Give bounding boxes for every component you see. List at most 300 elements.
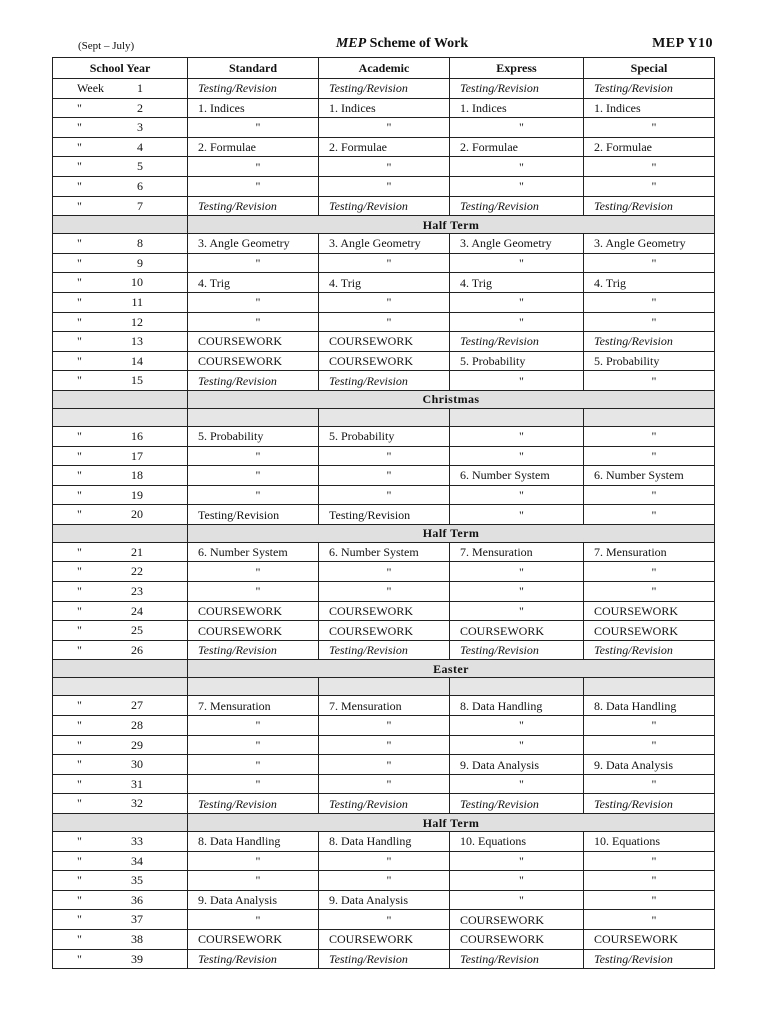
week-cell xyxy=(53,466,188,486)
date-range: (Sept – July) xyxy=(78,40,135,52)
week-cell xyxy=(53,332,188,352)
cell-special: " xyxy=(584,312,715,332)
week-number: 3 xyxy=(137,120,143,135)
cell-standard: " xyxy=(188,735,319,755)
cell-academic: " xyxy=(319,562,450,582)
cell-express: " xyxy=(450,312,584,332)
week-number: 36 xyxy=(131,892,143,907)
cell-academic: 3. Angle Geometry xyxy=(319,234,450,254)
break-label: Half Term xyxy=(188,524,715,542)
cell-express: " xyxy=(450,446,584,466)
week-cell xyxy=(53,79,188,99)
week-cell xyxy=(53,562,188,582)
cell-special: 3. Angle Geometry xyxy=(584,234,715,254)
cell-express: " xyxy=(450,426,584,446)
week-label: " xyxy=(77,737,82,752)
week-label: " xyxy=(77,120,82,135)
week-cell xyxy=(53,542,188,562)
break-row xyxy=(53,524,715,542)
week-label: " xyxy=(77,564,82,579)
cell-academic: " xyxy=(319,851,450,871)
week-label: " xyxy=(77,623,82,638)
week-cell xyxy=(53,273,188,293)
table-row xyxy=(53,485,715,505)
cell-academic: " xyxy=(319,871,450,891)
cell-academic: " xyxy=(319,253,450,273)
week-cell xyxy=(53,157,188,177)
break-row xyxy=(53,814,715,832)
week-number: 18 xyxy=(131,468,143,483)
week-number: 20 xyxy=(131,507,143,522)
week-label: " xyxy=(77,448,82,463)
week-label: " xyxy=(77,334,82,349)
week-label: " xyxy=(77,198,82,213)
week-cell xyxy=(53,696,188,716)
week-cell xyxy=(53,601,188,621)
cell-academic: 4. Trig xyxy=(319,273,450,293)
cell-academic: COURSEWORK xyxy=(319,601,450,621)
break-spacer xyxy=(53,814,188,832)
cell-academic: " xyxy=(319,755,450,775)
table-row xyxy=(53,871,715,891)
break-row xyxy=(53,660,715,678)
cell-standard: " xyxy=(188,871,319,891)
blank-cell xyxy=(584,678,715,696)
cell-academic: " xyxy=(319,292,450,312)
table-row xyxy=(53,640,715,660)
cell-academic: 5. Probability xyxy=(319,426,450,446)
week-number: 12 xyxy=(131,314,143,329)
table-row xyxy=(53,696,715,716)
cell-standard: " xyxy=(188,312,319,332)
week-label: " xyxy=(77,698,82,713)
table-row xyxy=(53,949,715,969)
cell-standard: " xyxy=(188,176,319,196)
week-label: " xyxy=(77,544,82,559)
break-spacer xyxy=(53,216,188,234)
cell-express: Testing/Revision xyxy=(450,794,584,814)
table-row xyxy=(53,137,715,157)
cell-express: " xyxy=(450,118,584,138)
break-label: Half Term xyxy=(188,216,715,234)
cell-special: " xyxy=(584,890,715,910)
week-label: " xyxy=(77,178,82,193)
week-number: 13 xyxy=(131,334,143,349)
cell-express: 2. Formulae xyxy=(450,137,584,157)
cell-academic: " xyxy=(319,446,450,466)
cell-standard: Testing/Revision xyxy=(188,371,319,391)
week-number: 24 xyxy=(131,603,143,618)
table-row xyxy=(53,312,715,332)
week-label: " xyxy=(77,373,82,388)
cell-express: COURSEWORK xyxy=(450,621,584,641)
cell-express: " xyxy=(450,871,584,891)
week-label: " xyxy=(77,584,82,599)
week-number: 28 xyxy=(131,718,143,733)
cell-academic: COURSEWORK xyxy=(319,351,450,371)
cell-special: " xyxy=(584,774,715,794)
cell-special: " xyxy=(584,871,715,891)
week-cell xyxy=(53,735,188,755)
cell-standard: 8. Data Handling xyxy=(188,832,319,852)
week-cell xyxy=(53,716,188,736)
cell-standard: " xyxy=(188,466,319,486)
table-row xyxy=(53,851,715,871)
cell-academic: Testing/Revision xyxy=(319,794,450,814)
week-cell xyxy=(53,118,188,138)
cell-special: 2. Formulae xyxy=(584,137,715,157)
cell-express: Testing/Revision xyxy=(450,332,584,352)
week-label: " xyxy=(77,834,82,848)
week-cell xyxy=(53,774,188,794)
cell-academic: Testing/Revision xyxy=(319,196,450,216)
cell-standard: 4. Trig xyxy=(188,273,319,293)
week-label: " xyxy=(77,796,82,811)
table-row xyxy=(53,621,715,641)
table-row xyxy=(53,601,715,621)
cell-special: Testing/Revision xyxy=(584,640,715,660)
week-cell xyxy=(53,292,188,312)
week-cell xyxy=(53,137,188,157)
week-cell xyxy=(53,446,188,466)
cell-express: " xyxy=(450,505,584,525)
week-cell xyxy=(53,253,188,273)
cell-special: 9. Data Analysis xyxy=(584,755,715,775)
week-number: 6 xyxy=(137,178,143,193)
cell-standard: " xyxy=(188,910,319,930)
cell-express: 7. Mensuration xyxy=(450,542,584,562)
cell-standard: 7. Mensuration xyxy=(188,696,319,716)
week-cell xyxy=(53,640,188,660)
cell-standard: Testing/Revision xyxy=(188,794,319,814)
cell-standard: " xyxy=(188,755,319,775)
cell-standard: COURSEWORK xyxy=(188,621,319,641)
blank-cell xyxy=(450,408,584,426)
cell-special: " xyxy=(584,582,715,602)
cell-special: COURSEWORK xyxy=(584,601,715,621)
table-body xyxy=(53,79,715,969)
week-cell xyxy=(53,196,188,216)
cell-special: " xyxy=(584,253,715,273)
week-label: " xyxy=(77,951,82,966)
col-header-school-year: School Year xyxy=(53,58,188,79)
break-spacer xyxy=(53,660,188,678)
table-row xyxy=(53,446,715,466)
week-number: 32 xyxy=(131,796,143,811)
week-cell xyxy=(53,910,188,930)
table-row xyxy=(53,466,715,486)
cell-standard: COURSEWORK xyxy=(188,601,319,621)
week-cell xyxy=(53,98,188,118)
cell-special: 1. Indices xyxy=(584,98,715,118)
cell-special: 6. Number System xyxy=(584,466,715,486)
cell-express: " xyxy=(450,562,584,582)
cell-express: " xyxy=(450,774,584,794)
week-cell xyxy=(53,351,188,371)
table-row xyxy=(53,196,715,216)
week-number: 10 xyxy=(131,275,143,290)
title-rest: Scheme of Work xyxy=(366,36,469,51)
cell-special: 7. Mensuration xyxy=(584,542,715,562)
cell-express: Testing/Revision xyxy=(450,949,584,969)
week-number: 25 xyxy=(131,623,143,638)
table-row xyxy=(53,910,715,930)
col-header-standard: Standard xyxy=(188,58,319,79)
title-mep: MEP xyxy=(335,36,367,51)
cell-special: " xyxy=(584,157,715,177)
cell-express: " xyxy=(450,253,584,273)
cell-express: 9. Data Analysis xyxy=(450,755,584,775)
week-number: 34 xyxy=(131,853,143,868)
table-row xyxy=(53,234,715,254)
table-row xyxy=(53,157,715,177)
cell-special: " xyxy=(584,716,715,736)
week-label: " xyxy=(77,159,82,174)
blank-cell xyxy=(584,408,715,426)
week-cell xyxy=(53,426,188,446)
week-number: 31 xyxy=(131,776,143,791)
table-row xyxy=(53,562,715,582)
cell-standard: " xyxy=(188,851,319,871)
week-number: 27 xyxy=(131,698,143,713)
cell-special: Testing/Revision xyxy=(584,794,715,814)
cell-express: " xyxy=(450,371,584,391)
cell-standard: " xyxy=(188,774,319,794)
week-number: 26 xyxy=(131,642,143,657)
week-label: " xyxy=(77,776,82,791)
cell-express: COURSEWORK xyxy=(450,929,584,949)
cell-academic: " xyxy=(319,466,450,486)
cell-academic: 2. Formulae xyxy=(319,137,450,157)
cell-standard: 6. Number System xyxy=(188,542,319,562)
cell-special: " xyxy=(584,851,715,871)
blank-cell xyxy=(188,678,319,696)
week-number: 19 xyxy=(131,487,143,502)
week-number: 16 xyxy=(131,428,143,443)
week-label: " xyxy=(77,275,82,290)
week-number: 38 xyxy=(131,931,143,946)
week-cell xyxy=(53,949,188,969)
table-row xyxy=(53,755,715,775)
cell-academic: " xyxy=(319,312,450,332)
cell-express: COURSEWORK xyxy=(450,910,584,930)
week-number: 29 xyxy=(131,737,143,752)
cell-special: 10. Equations xyxy=(584,832,715,852)
table-row xyxy=(53,118,715,138)
cell-standard: Testing/Revision xyxy=(188,79,319,99)
cell-standard: Testing/Revision xyxy=(188,196,319,216)
break-label: Easter xyxy=(188,660,715,678)
cell-academic: 1. Indices xyxy=(319,98,450,118)
table-row xyxy=(53,929,715,949)
cell-special: COURSEWORK xyxy=(584,621,715,641)
cell-standard: 3. Angle Geometry xyxy=(188,234,319,254)
week-cell xyxy=(53,929,188,949)
week-number: 30 xyxy=(131,757,143,772)
week-label: " xyxy=(77,892,82,907)
cell-standard: " xyxy=(188,716,319,736)
cell-special: " xyxy=(584,426,715,446)
week-number: 35 xyxy=(131,873,143,888)
cell-express: Testing/Revision xyxy=(450,640,584,660)
cell-academic: " xyxy=(319,735,450,755)
cell-standard: Testing/Revision xyxy=(188,640,319,660)
cell-special: " xyxy=(584,910,715,930)
cell-standard: " xyxy=(188,292,319,312)
table-row xyxy=(53,794,715,814)
cell-academic: " xyxy=(319,485,450,505)
cell-standard: 2. Formulae xyxy=(188,137,319,157)
table-row xyxy=(53,542,715,562)
cell-special: Testing/Revision xyxy=(584,332,715,352)
week-number: 15 xyxy=(131,373,143,388)
table-row xyxy=(53,890,715,910)
cell-special: 4. Trig xyxy=(584,273,715,293)
cell-special: " xyxy=(584,292,715,312)
cell-academic: Testing/Revision xyxy=(319,949,450,969)
week-number: 11 xyxy=(131,294,143,309)
cell-academic: 9. Data Analysis xyxy=(319,890,450,910)
week-label: " xyxy=(77,507,82,522)
cell-special: 5. Probability xyxy=(584,351,715,371)
cell-academic: COURSEWORK xyxy=(319,621,450,641)
cell-academic: 8. Data Handling xyxy=(319,832,450,852)
table-row xyxy=(53,292,715,312)
table-row xyxy=(53,832,715,852)
cell-express: " xyxy=(450,851,584,871)
week-label: " xyxy=(77,757,82,772)
cell-special: 8. Data Handling xyxy=(584,696,715,716)
cell-academic: " xyxy=(319,157,450,177)
cell-express: " xyxy=(450,157,584,177)
cell-express: Testing/Revision xyxy=(450,196,584,216)
table-row xyxy=(53,505,715,525)
year-label: MEP Y10 xyxy=(652,36,713,51)
week-cell xyxy=(53,890,188,910)
break-label: Half Term xyxy=(188,814,715,832)
week-number: 39 xyxy=(131,951,143,966)
cell-academic: COURSEWORK xyxy=(319,332,450,352)
week-cell xyxy=(53,234,188,254)
week-label: " xyxy=(77,353,82,368)
week-cell xyxy=(53,312,188,332)
blank-cell xyxy=(53,408,188,426)
week-cell xyxy=(53,176,188,196)
week-number: 5 xyxy=(137,159,143,174)
break-row xyxy=(53,216,715,234)
week-label: " xyxy=(77,931,82,946)
cell-academic: " xyxy=(319,118,450,138)
week-number: 4 xyxy=(137,139,143,154)
cell-express: " xyxy=(450,890,584,910)
cell-standard: 9. Data Analysis xyxy=(188,890,319,910)
week-label: " xyxy=(77,139,82,154)
cell-express: " xyxy=(450,485,584,505)
table-row xyxy=(53,735,715,755)
week-cell xyxy=(53,505,188,525)
cell-special: Testing/Revision xyxy=(584,79,715,99)
week-label: " xyxy=(77,314,82,329)
table-row xyxy=(53,351,715,371)
week-label: " xyxy=(77,873,82,888)
cell-academic: 6. Number System xyxy=(319,542,450,562)
table-row xyxy=(53,774,715,794)
cell-academic: " xyxy=(319,774,450,794)
cell-special: Testing/Revision xyxy=(584,949,715,969)
week-label: Week xyxy=(77,81,105,95)
week-label: " xyxy=(77,603,82,618)
table-row xyxy=(53,582,715,602)
cell-express: Testing/Revision xyxy=(450,79,584,99)
table-row xyxy=(53,371,715,391)
table-row xyxy=(53,253,715,273)
cell-express: " xyxy=(450,292,584,312)
header-row xyxy=(53,58,715,79)
cell-standard: " xyxy=(188,562,319,582)
cell-express: 6. Number System xyxy=(450,466,584,486)
col-header-express: Express xyxy=(450,58,584,79)
cell-standard: 1. Indices xyxy=(188,98,319,118)
cell-academic: Testing/Revision xyxy=(319,505,450,525)
cell-express: " xyxy=(450,716,584,736)
week-label: " xyxy=(77,236,82,251)
cell-standard: COURSEWORK xyxy=(188,929,319,949)
week-label: " xyxy=(77,100,82,115)
week-label: " xyxy=(77,642,82,657)
cell-special: Testing/Revision xyxy=(584,196,715,216)
week-label: " xyxy=(77,718,82,733)
cell-academic: COURSEWORK xyxy=(319,929,450,949)
cell-express: 3. Angle Geometry xyxy=(450,234,584,254)
week-label: " xyxy=(77,428,82,443)
cell-special: " xyxy=(584,446,715,466)
cell-academic: " xyxy=(319,716,450,736)
week-number: 2 xyxy=(137,100,143,115)
cell-standard: COURSEWORK xyxy=(188,332,319,352)
cell-academic: " xyxy=(319,910,450,930)
col-header-academic: Academic xyxy=(319,58,450,79)
col-header-special: Special xyxy=(584,58,715,79)
cell-express: " xyxy=(450,735,584,755)
blank-cell xyxy=(319,678,450,696)
cell-express: " xyxy=(450,601,584,621)
week-number: 8 xyxy=(137,236,143,251)
break-row xyxy=(53,390,715,408)
cell-express: 10. Equations xyxy=(450,832,584,852)
week-cell xyxy=(53,371,188,391)
week-cell xyxy=(53,582,188,602)
cell-special: " xyxy=(584,371,715,391)
blank-cell xyxy=(319,408,450,426)
week-label: " xyxy=(77,294,82,309)
week-number: 33 xyxy=(131,834,143,848)
cell-academic: " xyxy=(319,176,450,196)
cell-special: " xyxy=(584,485,715,505)
cell-special: " xyxy=(584,176,715,196)
cell-standard: " xyxy=(188,118,319,138)
cell-standard: Testing/Revision xyxy=(188,505,319,525)
table-row xyxy=(53,426,715,446)
cell-academic: Testing/Revision xyxy=(319,640,450,660)
blank-cell xyxy=(188,408,319,426)
blank-row xyxy=(53,678,715,696)
week-cell xyxy=(53,485,188,505)
cell-special: " xyxy=(584,562,715,582)
break-spacer xyxy=(53,524,188,542)
break-spacer xyxy=(53,390,188,408)
cell-standard: Testing/Revision xyxy=(188,949,319,969)
cell-special: COURSEWORK xyxy=(584,929,715,949)
